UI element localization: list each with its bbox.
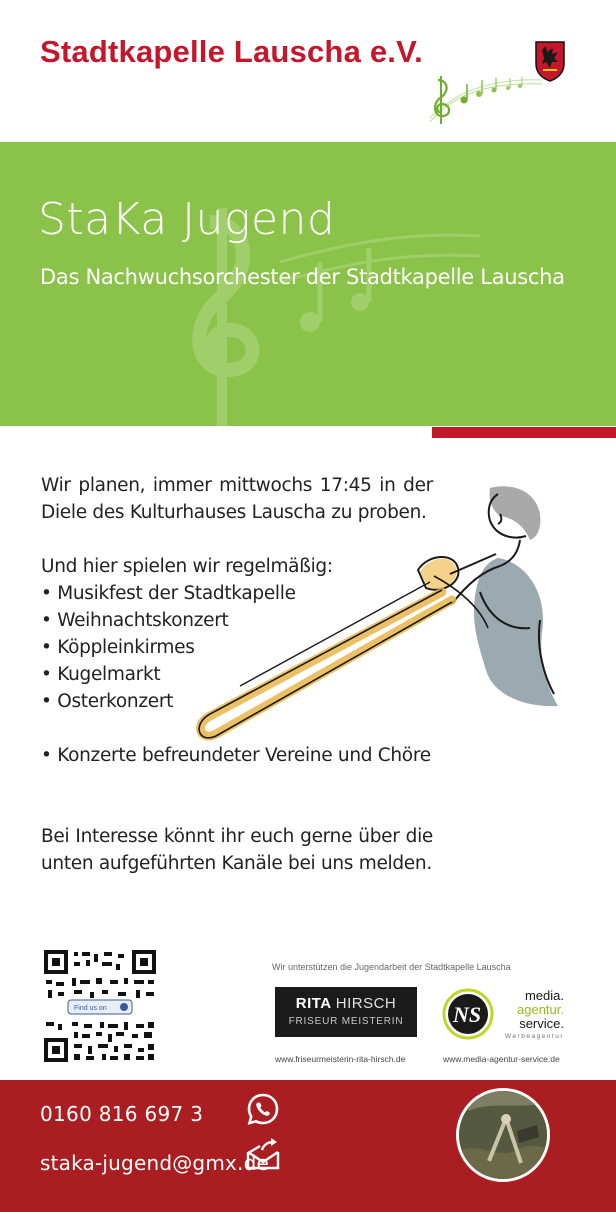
media-agentur-service-logo[interactable] [442, 986, 566, 1042]
whatsapp-icon[interactable] [246, 1092, 280, 1126]
rita-logo-tagline [275, 1016, 417, 1027]
rehearsal-info: Wir planen, immer mittwochs 17:45 in der Diele des Kulturhauses Lauscha zu proben. [41, 475, 433, 523]
hero-title: StaKa Jugend [38, 194, 336, 245]
ns-line4: Werbeagentur [504, 1033, 564, 1040]
rita-first-name: RITA [295, 995, 332, 1012]
email-address[interactable]: staka-jugend@gmx.de [40, 1151, 269, 1175]
red-accent-bar [432, 427, 616, 438]
list-item: • Weihnachtskonzert [41, 610, 229, 631]
rita-tagline-a: FRISEUR [288, 1016, 339, 1027]
header [0, 0, 616, 142]
rita-logo-name [275, 995, 417, 1012]
ns-line1: media. [524, 988, 564, 1003]
list-item: • Musikfest der Stadtkapelle [41, 583, 296, 604]
ns-line3: service. [519, 1016, 564, 1031]
music-notes-icon [424, 72, 544, 128]
qr-code[interactable] [44, 950, 156, 1062]
rita-hirsch-url[interactable]: www.friseurmeisterin-rita-hirsch.de [275, 1054, 406, 1064]
band-photo [456, 1088, 550, 1182]
ns-line2: agentur. [517, 1002, 564, 1017]
contact-invitation: Bei Interesse könnt ihr euch gerne über die unten aufgeführten Kanäle bei uns melden. [41, 826, 433, 874]
rita-hirsch-logo[interactable] [275, 987, 417, 1037]
list-item: • Köppleinkirmes [41, 637, 195, 658]
contact-footer [0, 1080, 616, 1212]
ns-monogram: NS [453, 1002, 482, 1027]
main-content [41, 472, 433, 877]
brand-title: Stadtkapelle Lauscha e.V. [40, 34, 423, 69]
list-item: • Kugelmarkt [41, 664, 161, 685]
qr-badge-label: Find us on [74, 1005, 107, 1012]
facebook-icon [120, 1003, 128, 1011]
events-heading: Und hier spielen wir regelmäßig: [41, 556, 333, 577]
list-item-extra: • Konzerte befreundeter Vereine und Chöre [41, 745, 431, 766]
list-item: • Osterkonzert [41, 691, 174, 712]
mail-send-icon[interactable] [246, 1136, 280, 1170]
rita-tagline-b: MEISTERIN [341, 1016, 404, 1027]
band-photo-image [459, 1091, 550, 1182]
phone-number[interactable]: 0160 816 697 3 [40, 1102, 204, 1126]
media-agentur-url[interactable]: www.media-agentur-service.de [443, 1054, 560, 1064]
rita-last-name: HIRSCH [335, 995, 397, 1012]
sponsor-note: Wir unterstützen die Jugendarbeit der Stadtkapelle Lauscha [272, 962, 511, 972]
hero-banner [0, 142, 616, 426]
hero-subtitle: Das Nachwuchsorchester der Stadtkapelle Lauscha [40, 265, 565, 289]
